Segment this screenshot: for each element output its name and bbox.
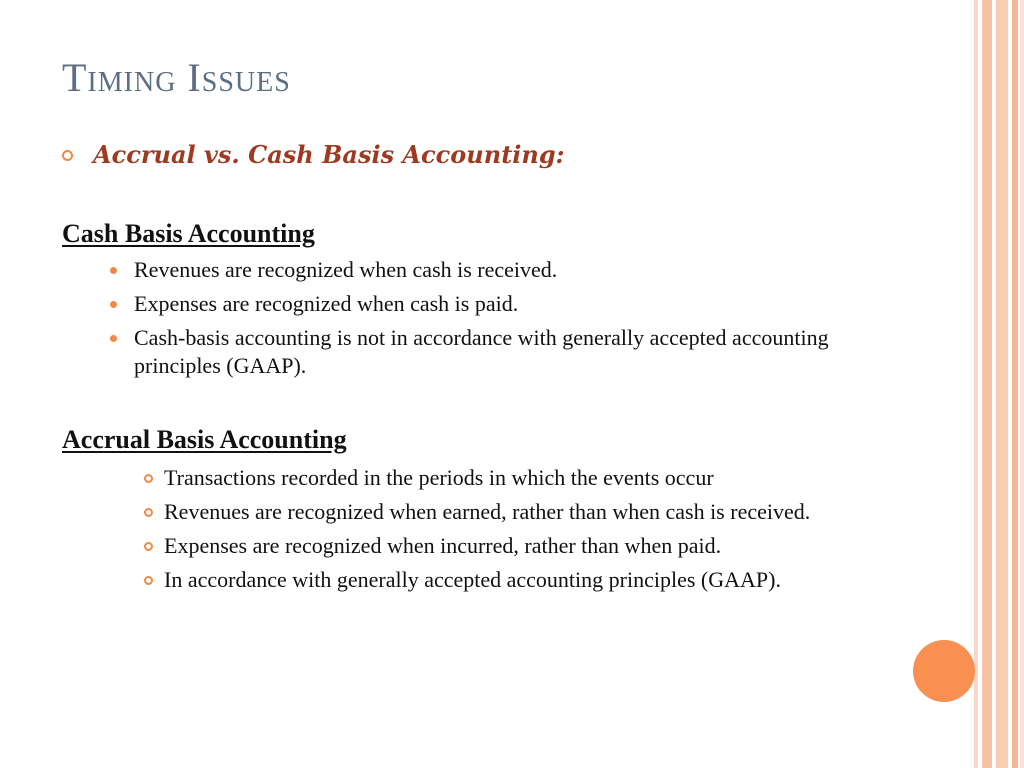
list-item-text: Cash-basis accounting is not in accordance with generally accepted accounting principles (GAAP). (134, 325, 829, 378)
list-item-text: Revenues are recognized when earned, rather than when cash is received. (164, 499, 811, 524)
stripe (996, 0, 1008, 768)
ring-bullet-icon (144, 508, 153, 517)
stripe (974, 0, 978, 768)
stripe (982, 0, 992, 768)
cash-basis-list (108, 256, 848, 386)
cash-basis-heading: Cash Basis Accounting (62, 219, 315, 248)
list-item (108, 256, 848, 284)
list-item (143, 498, 893, 526)
dot-bullet-icon (110, 267, 117, 274)
dot-bullet-icon (110, 301, 117, 308)
stripe (1020, 0, 1024, 768)
list-item-text: Transactions recorded in the periods in which the events occur (164, 465, 714, 490)
ring-bullet-icon (144, 542, 153, 551)
list-item (108, 290, 848, 318)
decorative-stripes (974, 0, 1024, 768)
list-item (108, 324, 848, 380)
ring-bullet-icon (144, 474, 153, 483)
ring-bullet-icon (144, 576, 153, 585)
stripe (1012, 0, 1018, 768)
ring-bullet-icon (62, 150, 73, 161)
list-item (143, 566, 893, 594)
accrual-basis-list (143, 464, 893, 600)
accrual-basis-heading: Accrual Basis Accounting (62, 425, 347, 454)
main-bullet-text: Accrual vs. Cash Basis Accounting: (93, 140, 565, 169)
main-bullet (62, 140, 564, 169)
dot-bullet-icon (110, 335, 117, 342)
decorative-circle (913, 640, 975, 702)
list-item-text: Expenses are recognized when incurred, rather than when paid. (164, 533, 722, 558)
list-item (143, 532, 893, 560)
list-item-text: In accordance with generally accepted accounting principles (GAAP). (164, 567, 781, 592)
slide-title: Timing Issues (62, 55, 291, 100)
list-item-text: Expenses are recognized when cash is paid. (134, 291, 519, 316)
list-item (143, 464, 893, 492)
list-item-text: Revenues are recognized when cash is received. (134, 257, 558, 282)
